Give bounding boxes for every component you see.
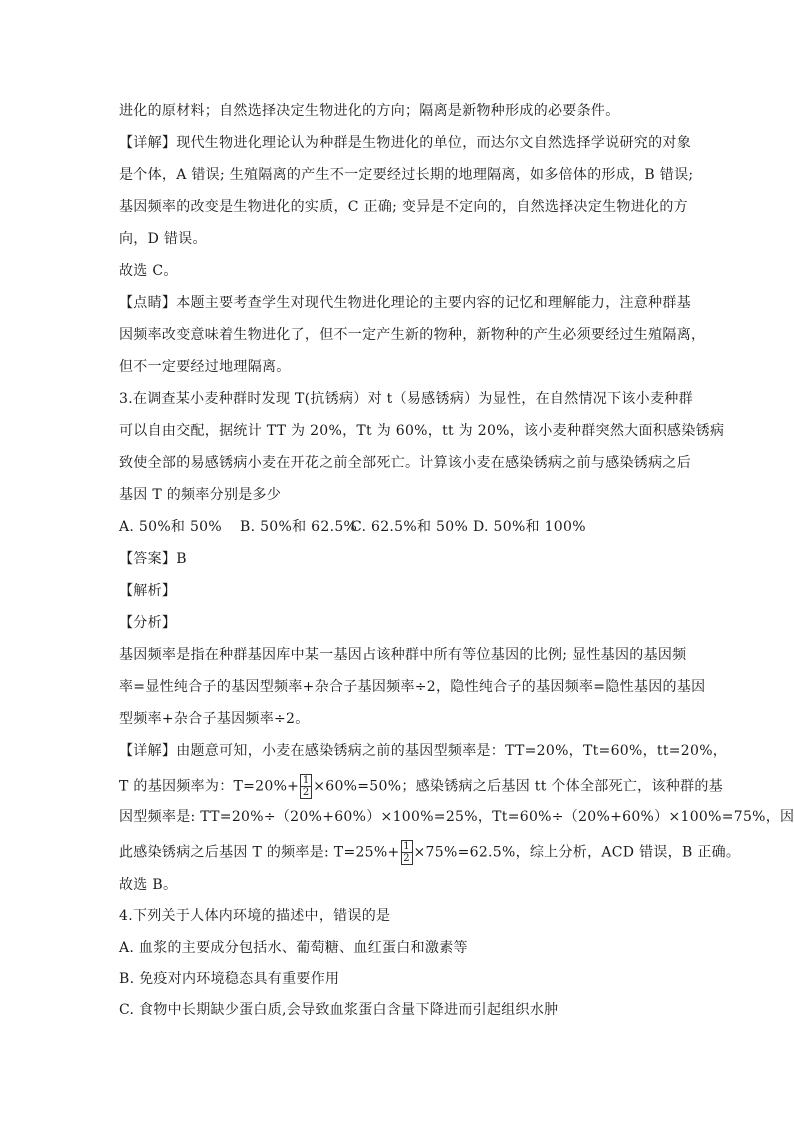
formula-text: T 的基因频率为：T=20%+ [119,778,300,795]
option-c: C. 62.5%和 50% [351,519,469,535]
text-line: 基因 T 的频率分别是多少 [119,487,282,503]
option-a: A. 50%和 50% [119,519,222,535]
fraction-denominator: 2 [302,787,310,798]
option-d: D. 50%和 100% [473,519,586,535]
option-a: A. 血浆的主要成分包括水、葡萄糖、血红蛋白和激素等 [119,940,468,956]
text-line: 基因频率是指在种群基因库中某一基因占该种群中所有等位基因的比例; 显性基因的基因频 [119,647,687,663]
analysis-subheading: 【分析】 [119,615,177,631]
option-c: C. 食物中长期缺少蛋白质,会导致血浆蛋白含量下降进而引起组织水肿 [119,1002,559,1018]
question-4-stem: 4.下列关于人体内环境的描述中，错误的是 [119,908,391,924]
answer-choice-line: 故选 B。 [119,877,178,893]
answer-choice-line: 故选 C。 [119,263,178,279]
text-line: 因型频率是: TT=20%÷（20%+60%）×100%=25%，Tt=60%÷（20%+60%）×100%=75%，因 [119,809,794,825]
formula-line [119,774,723,799]
option-b: B. 50%和 62.5% [240,519,358,535]
analysis-heading: 【解析】 [119,583,177,599]
fraction-denominator: 2 [403,853,410,864]
explanation-line: 【详解】由题意可知，小麦在感染锈病之前的基因型频率是：TT=20%，Tt=60%，tt=20%， [119,743,728,759]
text-line: 因频率改变意味着生物进化了，但不一定产生新的物种，新物种的产生必须要经过生殖隔离， [119,327,706,343]
text-line: 向，D 错误。 [119,231,207,247]
formula-text: ×75%=62.5%，综上分析，ACD 错误，B 正确。 [413,844,741,861]
text-line: 是个体，A 错误; 生殖隔离的产生不一定要经过长期的地理隔离，如多倍体的形成，B 错误; [119,167,694,183]
text-line: 率=显性纯合子的基因型频率+杂合子基因频率÷2，隐性纯合子的基因频率=隐性基因的基因 [119,679,706,695]
text-line: 可以自由交配，据统计 TT 为 20%，Tt 为 60%，tt 为 20%，该小麦种群突然大面积感染锈病 [119,423,725,439]
text-line: 致使全部的易感锈病小麦在开花之前全部死亡。计算该小麦在感染锈病之前与感染锈病之后 [119,455,691,471]
question-3-stem: 3.在调查某小麦种群时发现 T(抗锈病）对 t（易感锈病）为显性，在自然情况下该小麦种群 [119,391,693,407]
fraction-numerator: 1 [302,775,310,786]
text-line: 但不一定要经过地理隔离。 [119,359,291,375]
answer-line: 【答案】B [119,551,187,567]
formula-line [119,840,740,865]
fraction-one-half [401,840,413,865]
fraction-numerator: 1 [403,841,410,852]
text-line: 型频率+杂合子基因频率÷2。 [119,711,310,727]
tip-line: 【点睛】本题主要考查学生对现代生物进化理论的主要内容的记忆和理解能力，注意种群基 [119,295,691,311]
fraction-one-half [300,774,312,799]
formula-text: ×60%=50%；感染锈病之后基因 tt 个体全部死亡，该种群的基 [313,778,723,795]
formula-text: 此感染锈病之后基因 T 的频率是: T=25%+ [119,844,400,861]
text-line: 基因频率的改变是生物进化的实质，C 正确; 变异是不定向的，自然选择决定生物进化的方 [119,199,688,215]
option-b: B. 免疫对内环境稳态具有重要作用 [119,971,340,987]
text-line: 进化的原材料；自然选择决定生物进化的方向；隔离是新物种形成的必要条件。 [119,103,620,119]
explanation-line: 【详解】现代生物进化理论认为种群是生物进化的单位，而达尔文自然选择学说研究的对象 [119,135,691,151]
